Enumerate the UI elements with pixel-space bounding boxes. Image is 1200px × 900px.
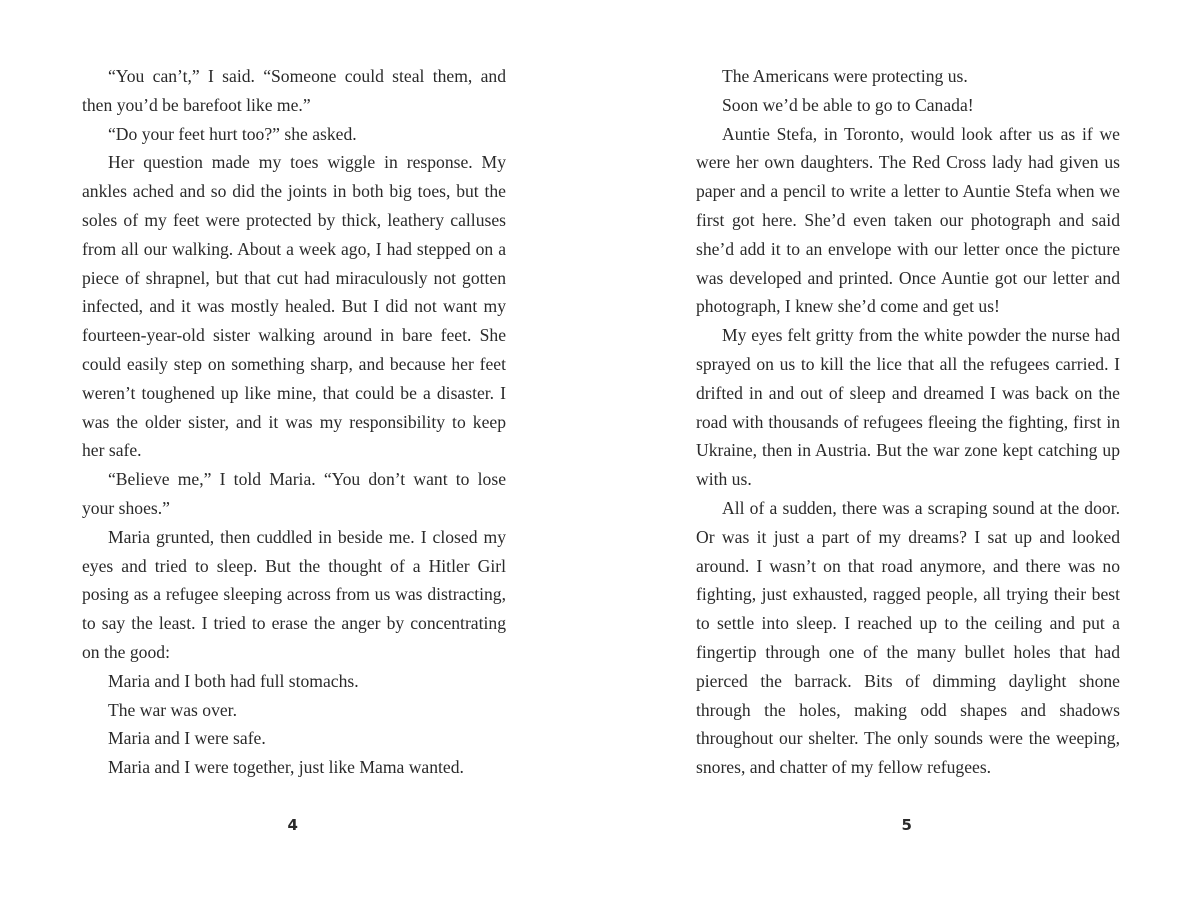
left-paragraph-5: Maria grunted, then cuddled in beside me. I closed my eyes and tried to sleep. But the thought of a Hitler Girl posing as a refugee sleeping across from us was distracting, to say the least. I tried to erase the anger by concentrating on the good:	[82, 526, 506, 662]
left-paragraph-9: Maria and I were together, just like Mama wanted.	[108, 757, 464, 778]
left-paragraph-2: “Do your feet hurt too?” she asked.	[108, 123, 357, 144]
left-paragraph-7: The war was over.	[108, 699, 237, 720]
right-paragraph-2: Soon we’d be able to go to Canada!	[722, 94, 974, 115]
left-paragraph-8: Maria and I were safe.	[108, 728, 266, 749]
page-number-right: 5	[901, 816, 913, 834]
page-number-left: 4	[287, 816, 299, 834]
right-paragraph-3: Auntie Stefa, in Toronto, would look after us as if we were her own daughters. The Red Cross lady had given us paper and a pencil to write a letter to Auntie Stefa when we first got here. She’d even taken our photograph and said she’d add it to an envelope with our letter once the picture was developed and printed. Once Auntie got our letter and photograph, I knew she’d come and get us!	[696, 123, 1120, 317]
left-paragraph-1: “You can’t,” I said. “Someone could steal them, and then you’d be barefoot like me.”	[82, 66, 506, 115]
right-paragraph-4: My eyes felt gritty from the white powder the nurse had sprayed on us to kill the lice that all the refugees carried. I drifted in and out of sleep and dreamed I was back on the road with thousands of refugees fleeing the fighting, first in Ukraine, then in Austria. But the war zone kept catching up with us.	[696, 325, 1120, 490]
right-paragraph-1: The Americans were protecting us.	[722, 66, 968, 86]
right-paragraph-5: All of a sudden, there was a scraping sound at the door. Or was it just a part of my dreams? I sat up and looked around. I wasn’t on that road anymore, and there was no fighting, just exhausted, ragged people, all trying their best to settle into sleep. I reached up to the ceiling and put a fingertip through one of the many bullet holes that had pierced the barrack. Bits of dimming daylight shone through the holes, making odd shapes and shadows throughout our shelter. The only sounds were the weeping, snores, and chatter of my fellow refugees.	[696, 497, 1120, 778]
left-page	[82, 62, 506, 782]
left-paragraph-6: Maria and I both had full stomachs.	[108, 670, 359, 691]
left-paragraph-4: “Believe me,” I told Maria. “You don’t want to lose your shoes.”	[82, 469, 506, 518]
left-paragraph-3: Her question made my toes wiggle in response. My ankles ached and so did the joints in both big toes, but the soles of my feet were protected by thick, leathery calluses from all our walking. About a week ago, I had stepped on a piece of shrapnel, but that cut had miraculously not gotten infected, and it was mostly healed. But I did not want my fourteen-year-old sister walking around in bare feet. She could easily step on something sharp, and because her feet weren’t toughened up like mine, that could be a disaster. I was the older sister, and it was my responsibility to keep her safe.	[82, 152, 506, 461]
right-page	[696, 62, 1120, 782]
